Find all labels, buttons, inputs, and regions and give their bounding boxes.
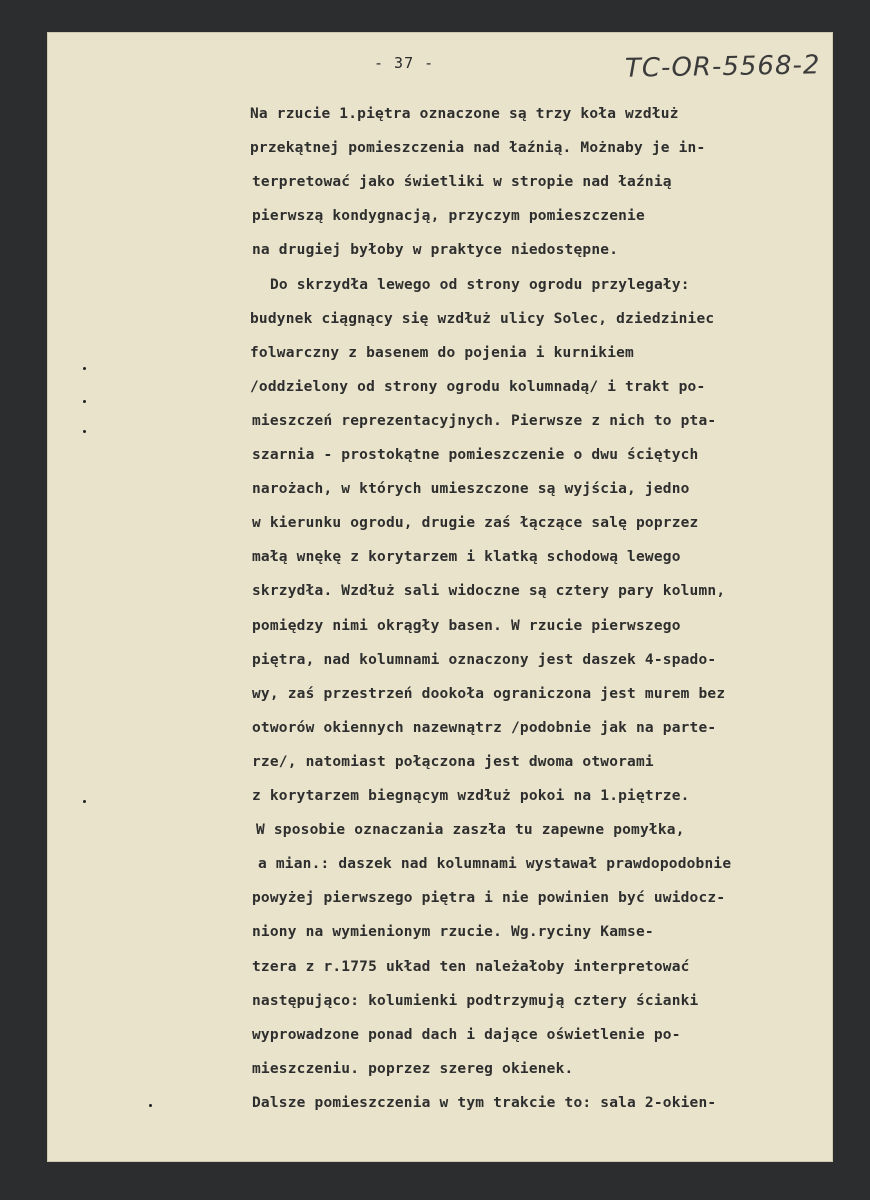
text-line: wy, zaś przestrzeń dookoła ograniczona jest murem bez — [252, 685, 726, 702]
text-line: narożach, w których umieszczone są wyjścia, jedno — [252, 481, 690, 498]
text-line: wyprowadzone ponad dach i dające oświetlenie po- — [252, 1026, 681, 1043]
document-page — [47, 32, 833, 1162]
text-line: przekątnej pomieszczenia nad łaźnią. Możnaby je in- — [250, 140, 706, 157]
text-line: W sposobie oznaczania zaszła tu zapewne pomyłka, — [256, 822, 685, 839]
punch-mark — [83, 430, 86, 433]
text-line: folwarczny z basenem do pojenia i kurnikiem — [250, 344, 634, 361]
text-line: a mian.: daszek nad kolumnami wystawał prawdopodobnie — [258, 856, 732, 873]
text-line: mieszczeń reprezentacyjnych. Pierwsze z nich to pta- — [252, 412, 717, 429]
punch-mark — [83, 800, 86, 803]
punch-mark — [83, 367, 86, 370]
text-line: Do skrzydła lewego od strony ogrodu przylegały: — [270, 276, 690, 293]
text-line: powyżej pierwszego piętra i nie powinien być uwidocz- — [252, 890, 726, 907]
text-line: tzera z r.1775 układ ten należałoby interpretować — [252, 958, 690, 975]
text-line: szarnia - prostokątne pomieszczenie o dwu ściętych — [252, 447, 699, 463]
text-line: rze/, natomiast połączona jest dwoma otworami — [252, 753, 654, 770]
text-line: otworów okiennych nazewnątrz /podobnie jak na parte- — [252, 719, 717, 736]
text-line: Na rzucie 1.piętra oznaczone są trzy koła wzdłuż — [250, 106, 679, 122]
text-line: Dalsze pomieszczenia w tym trakcie to: sala 2-okien- — [252, 1094, 717, 1111]
text-line: z korytarzem biegnącym wzdłuż pokoi na 1.piętrze. — [252, 788, 690, 804]
text-line: niony na wymienionym rzucie. Wg.ryciny Kamse- — [252, 924, 654, 941]
page-number: - 37 - — [374, 54, 435, 72]
text-line: małą wnękę z korytarzem i klatką schodową lewego — [252, 549, 681, 566]
text-line: skrzydła. Wzdłuż sali widoczne są cztery pary kolumn, — [252, 583, 726, 600]
archive-signature: TC-OR-5568-2 — [624, 50, 821, 84]
text-line: pomiędzy nimi okrągły basen. W rzucie pierwszego — [252, 617, 681, 634]
text-line: terpretować jako świetliki w stropie nad łaźnią — [252, 174, 672, 191]
text-line: pierwszą kondygnacją, przyczym pomieszczenie — [252, 208, 645, 225]
text-line: budynek ciągnący się wzdłuż ulicy Solec, dziedziniec — [250, 310, 715, 327]
text-line: w kierunku ogrodu, drugie zaś łączące salę poprzez — [252, 515, 699, 532]
text-line: piętra, nad kolumnami oznaczony jest daszek 4-spado- — [252, 651, 717, 668]
punch-mark — [83, 400, 86, 403]
text-line: mieszczeniu. poprzez szereg okienek. — [252, 1060, 574, 1077]
punch-mark — [149, 1104, 152, 1107]
text-line: następująco: kolumienki podtrzymują cztery ścianki — [252, 992, 699, 1009]
text-line: /oddzielony od strony ogrodu kolumnadą/ i trakt po- — [250, 378, 706, 395]
text-line: na drugiej byłoby w praktyce niedostępne. — [252, 242, 619, 259]
